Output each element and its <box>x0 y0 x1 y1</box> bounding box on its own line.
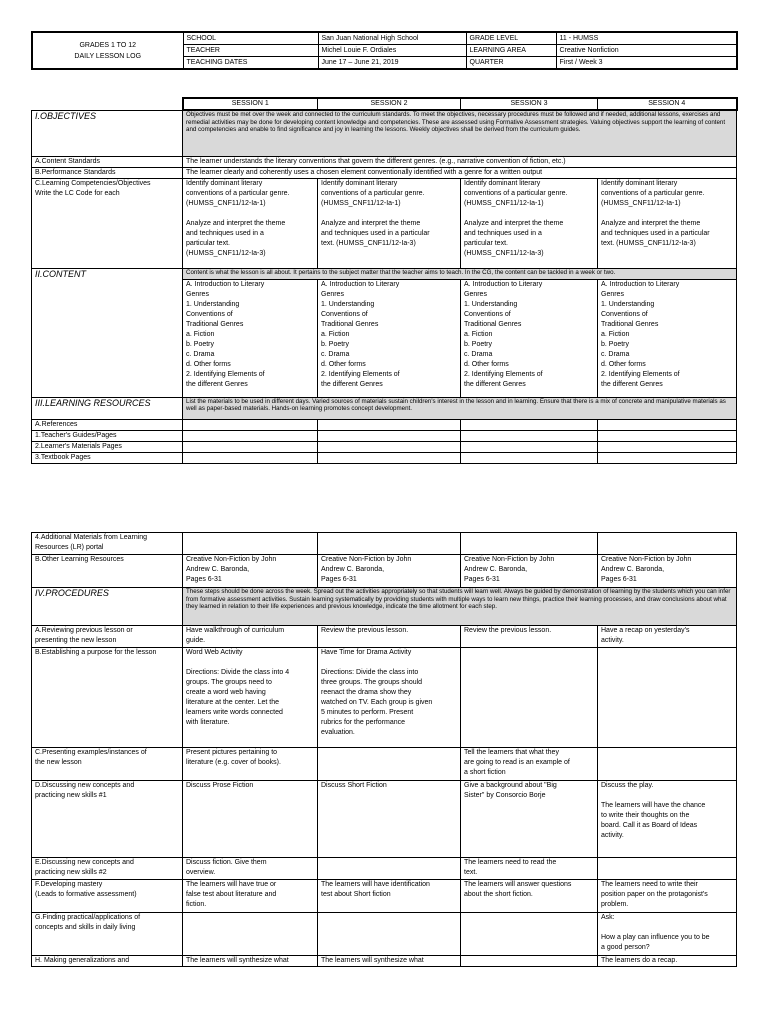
procedures-note: These steps should be done across the week. Spread out the activities appropriately so that students will learn well. Always be guided by demonstration of learning by the students which you can infer from formative assessment activities. Sustain learning systematically by providing students with multiple ways to learn new things, practice their learning processes, and draw conclusions about what they learned in relation to their life experiences and previous knowledge, indicate the time allotment for each step. <box>183 588 737 626</box>
title-line-1: GRADES 1 TO 12 <box>79 41 137 49</box>
other-resources-session-3: Creative Non-Fiction by John Andrew C. Baronda, Pages 6-31 <box>461 555 598 588</box>
procedure-c-session-4 <box>598 748 737 781</box>
learning-resources-heading: III.LEARNING RESOURCES <box>32 397 183 419</box>
procedure-h-session-2: The learners will synthesize what <box>318 956 461 967</box>
content-standards-text: The learner understands the literary conventions that govern the different genres. (e.g., narrative convention of fiction, etc.) <box>183 156 737 167</box>
content-session-4: A. Introduction to Literary Genres 1. Understanding Conventions of Traditional Genres a. Fiction b. Poetry c. Drama d. Other forms 2. Identifying Elements of the different Genres <box>598 279 737 397</box>
procedure-e-session-4 <box>598 858 737 880</box>
procedures-heading: IV.PROCEDURES <box>32 588 183 626</box>
header-table <box>31 31 738 70</box>
lesson-table-page-1 <box>31 97 738 464</box>
procedure-f-session-1: The learners will have true or false test about literature and fiction. <box>183 880 318 913</box>
table-row <box>32 781 737 858</box>
table-row <box>32 419 737 430</box>
table-row <box>32 880 737 913</box>
table-row <box>32 430 737 441</box>
school-value: San Juan National High School <box>318 32 466 45</box>
teachers-guides-label: 1.Teacher's Guides/Pages <box>32 430 183 441</box>
teaching-dates-label: TEACHING DATES <box>183 57 318 70</box>
quarter-label: QUARTER <box>466 57 556 70</box>
competency-session-3: Identify dominant literary conventions of a particular genre. (HUMSS_CNF11/12-Ia-1) Analyze and interpret the theme and techniques used in a particular text. (HUMSS_CNF11/12-Ia-3) <box>461 178 598 268</box>
procedure-f-label: F.Developing mastery (Leads to formative assessment) <box>32 880 183 913</box>
learning-area-value: Creative Nonfiction <box>556 45 737 57</box>
grade-level-value: 11 - HUMSS <box>556 32 737 45</box>
learners-materials-label: 2.Learner's Materials Pages <box>32 441 183 452</box>
grade-level-label: GRADE LEVEL <box>466 32 556 45</box>
procedure-h-session-4: The learners do a recap. <box>598 956 737 967</box>
session-2-header: SESSION 2 <box>318 98 461 110</box>
procedure-b-session-3 <box>461 648 598 748</box>
procedure-f-session-2: The learners will have identification test about Short fiction <box>318 880 461 913</box>
procedure-d-session-2: Discuss Short Fiction <box>318 781 461 858</box>
performance-standards-label: B.Performance Standards <box>32 167 183 178</box>
table-row <box>32 441 737 452</box>
performance-standards-text: The learner clearly and coherently uses a chosen element conventionally identified with a genre for a written output <box>183 167 737 178</box>
content-heading: II.CONTENT <box>32 268 183 397</box>
quarter-value: First / Week 3 <box>556 57 737 70</box>
school-label: SCHOOL <box>183 32 318 45</box>
session-1-header: SESSION 1 <box>183 98 318 110</box>
content-standards-label: A.Content Standards <box>32 156 183 167</box>
procedure-g-label: G.Finding practical/applications of concepts and skills in daily living <box>32 913 183 956</box>
session-4-header: SESSION 4 <box>598 98 737 110</box>
procedure-e-label: E.Discussing new concepts and practicing new skills #2 <box>32 858 183 880</box>
procedure-g-session-2 <box>318 913 461 956</box>
objectives-heading: I.OBJECTIVES <box>32 110 183 156</box>
references-label: A.References <box>32 419 183 430</box>
procedure-d-session-1: Discuss Prose Fiction <box>183 781 318 858</box>
procedure-a-label: A.Reviewing previous lesson or presenting the new lesson <box>32 626 183 648</box>
table-row <box>32 913 737 956</box>
other-resources-session-1: Creative Non-Fiction by John Andrew C. Baronda, Pages 6-31 <box>183 555 318 588</box>
procedure-e-session-3: The learners need to read the text. <box>461 858 598 880</box>
procedure-a-session-1: Have walkthrough of curriculum guide. <box>183 626 318 648</box>
procedure-f-session-4: The learners need to write their position paper on the protagonist's problem. <box>598 880 737 913</box>
competency-session-4: Identify dominant literary conventions of a particular genre. (HUMSS_CNF11/12-Ia-1) Analyze and interpret the theme and techniques used in a particular text. (HUMSS_CNF11/12-Ia-3) <box>598 178 737 268</box>
teacher-label: TEACHER <box>183 45 318 57</box>
procedure-g-session-3 <box>461 913 598 956</box>
log-title <box>32 32 183 69</box>
teacher-value: Michel Louie F. Ordiales <box>318 45 466 57</box>
procedure-e-session-1: Discuss fiction. Give them overview. <box>183 858 318 880</box>
procedure-h-session-3 <box>461 956 598 967</box>
procedure-c-label: C.Presenting examples/instances of the new lesson <box>32 748 183 781</box>
procedure-g-session-1 <box>183 913 318 956</box>
content-session-2: A. Introduction to Literary Genres 1. Understanding Conventions of Traditional Genres a. Fiction b. Poetry c. Drama d. Other forms 2. Identifying Elements of the different Genres <box>318 279 461 397</box>
textbook-pages-label: 3.Textbook Pages <box>32 452 183 463</box>
other-resources-label: B.Other Learning Resources <box>32 555 183 588</box>
procedure-b-session-4 <box>598 648 737 748</box>
competencies-label: C.Learning Competencies/Objectives Write the LC Code for each <box>32 178 183 268</box>
content-session-3: A. Introduction to Literary Genres 1. Understanding Conventions of Traditional Genres a. Fiction b. Poetry c. Drama d. Other forms 2. Identifying Elements of the different Genres <box>461 279 598 397</box>
other-resources-session-4: Creative Non-Fiction by John Andrew C. Baronda, Pages 6-31 <box>598 555 737 588</box>
procedure-h-session-1: The learners will synthesize what <box>183 956 318 967</box>
procedure-a-session-4: Have a recap on yesterday's activity. <box>598 626 737 648</box>
procedure-e-session-2 <box>318 858 461 880</box>
competency-session-2: Identify dominant literary conventions of a particular genre. (HUMSS_CNF11/12-Ia-1) Analyze and interpret the theme and techniques used in a particular text. (HUMSS_CNF11/12-Ia-3) <box>318 178 461 268</box>
table-row <box>32 452 737 463</box>
procedure-d-session-3: Give a background about "Big Sister" by Consorcio Borje <box>461 781 598 858</box>
procedure-a-session-2: Review the previous lesson. <box>318 626 461 648</box>
competency-session-1: Identify dominant literary conventions of a particular genre. (HUMSS_CNF11/12-Ia-1) Analyze and interpret the theme and techniques used in a particular text. (HUMSS_CNF11/12-Ia-3) <box>183 178 318 268</box>
other-resources-session-2: Creative Non-Fiction by John Andrew C. Baronda, Pages 6-31 <box>318 555 461 588</box>
teaching-dates-value: June 17 – June 21, 2019 <box>318 57 466 70</box>
table-row <box>32 956 737 967</box>
content-session-1: A. Introduction to Literary Genres 1. Understanding Conventions of Traditional Genres a. Fiction b. Poetry c. Drama d. Other forms 2. Identifying Elements of the different Genres <box>183 279 318 397</box>
title-line-2: DAILY LESSON LOG <box>74 52 142 60</box>
table-row <box>32 748 737 781</box>
procedure-d-label: D.Discussing new concepts and practicing new skills #1 <box>32 781 183 858</box>
procedure-f-session-3: The learners will answer questions about the short fiction. <box>461 880 598 913</box>
procedure-a-session-3: Review the previous lesson. <box>461 626 598 648</box>
procedure-b-session-2: Have Time for Drama Activity Directions: Divide the class into three groups. The groups should reenact the drama show they watched on TV. Each group is given 5 minutes to perform. Present rubrics for the performance evaluation. <box>318 648 461 748</box>
additional-materials-label: 4.Additional Materials from Learning Resources (LR) portal <box>32 533 183 555</box>
table-row <box>32 858 737 880</box>
procedure-b-session-1: Word Web Activity Directions: Divide the class into 4 groups. The groups need to create a word web having literature at the center. Let the learners write words connected with literature. <box>183 648 318 748</box>
procedure-c-session-1: Present pictures pertaining to literature (e.g. cover of books). <box>183 748 318 781</box>
table-row <box>32 626 737 648</box>
objectives-note: Objectives must be met over the week and connected to the curriculum standards. To meet the objectives, necessary procedures must be followed and if needed, additional lessons, exercises and remedial activities may be done for developing content knowledge and competencies. These are assessed using Formative Assessment strategies. Valuing objectives support the learning of content and competencies and enable to find significance and joy in learning the lessons. Weekly objectives shall be derived from the curriculum guides. <box>183 110 737 156</box>
procedure-b-label: B.Establishing a purpose for the lesson <box>32 648 183 748</box>
learning-resources-note: List the materials to be used in different days. Varied sources of materials sustain children's interest in the lesson and in learning. Ensure that there is a mix of concrete and manipulative materials as well as paper-based materials. Hands-on learning promotes concept development. <box>183 397 737 419</box>
content-note: Content is what the lesson is all about. It pertains to the subject matter that the teacher aims to teach. In the CG, the content can be tackled in a week or two. <box>183 268 737 279</box>
procedure-c-session-3: Tell the learners that what they are going to read is an example of a short fiction <box>461 748 598 781</box>
lesson-table-page-2 <box>31 532 737 967</box>
session-3-header: SESSION 3 <box>461 98 598 110</box>
procedure-g-session-4: Ask: How a play can influence you to be a good person? <box>598 913 737 956</box>
procedure-c-session-2 <box>318 748 461 781</box>
table-row <box>32 648 737 748</box>
learning-area-label: LEARNING AREA <box>466 45 556 57</box>
procedure-d-session-4: Discuss the play. The learners will have the chance to write their thoughts on the board. Call it as Board of Ideas activity. <box>598 781 737 858</box>
procedure-h-label: H. Making generalizations and <box>32 956 183 967</box>
